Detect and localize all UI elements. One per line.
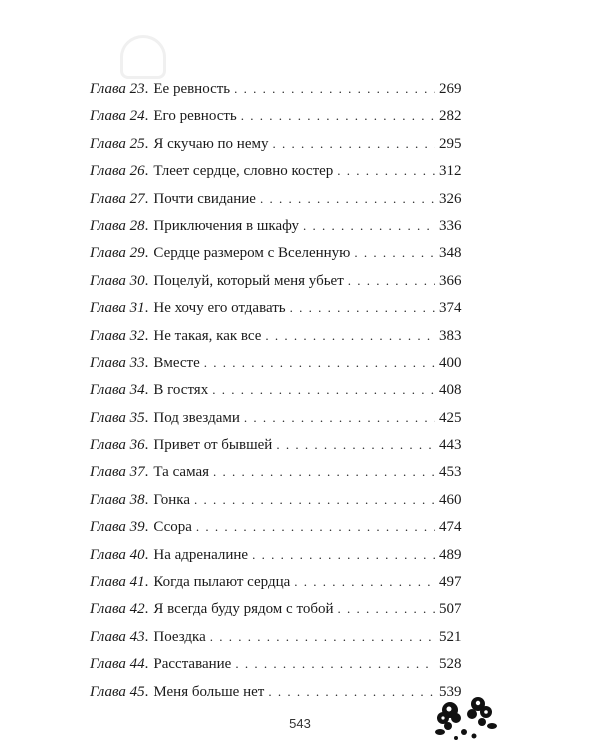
- chapter-page: 295: [439, 135, 462, 152]
- toc-entry: [90, 163, 461, 190]
- chapter-separator: .: [144, 354, 149, 371]
- chapter-label: Глава 43: [90, 628, 145, 645]
- chapter-page: 539: [439, 683, 462, 700]
- dot-leader: [268, 684, 435, 700]
- chapter-label: Глава 26: [90, 163, 145, 180]
- chapter-separator: .: [144, 245, 149, 262]
- chapter-separator: .: [144, 437, 149, 454]
- chapter-page: 507: [439, 601, 462, 618]
- chapter-title: Гонка: [153, 491, 190, 508]
- page-number: 543: [289, 716, 311, 731]
- toc-entry: [90, 437, 461, 464]
- chapter-label: Глава 37: [90, 464, 145, 481]
- dot-leader: [354, 245, 435, 261]
- toc-entry: [90, 191, 461, 218]
- toc-entry: [90, 410, 461, 437]
- chapter-label: Глава 33: [90, 354, 145, 371]
- chapter-page: 521: [439, 628, 462, 645]
- chapter-label: Глава 44: [90, 656, 145, 673]
- chapter-label: Глава 28: [90, 217, 145, 234]
- chapter-label: Глава 35: [90, 409, 145, 426]
- toc-entry: [90, 108, 461, 135]
- chapter-label: Глава 41: [90, 574, 145, 591]
- chapter-title: Меня больше нет: [153, 683, 265, 700]
- chapter-label: Глава 34: [90, 382, 145, 399]
- chapter-label: Глава 23: [90, 81, 145, 97]
- dot-leader: [294, 574, 435, 590]
- dot-leader: [244, 410, 435, 426]
- flower-ornament-icon: [432, 688, 504, 744]
- chapter-separator: .: [144, 217, 149, 234]
- toc-entry: [90, 328, 461, 355]
- chapter-title: Под звездами: [153, 409, 240, 426]
- toc-entry: [90, 492, 461, 519]
- table-of-contents: [90, 81, 461, 711]
- chapter-page: 489: [439, 546, 462, 563]
- toc-entry: [90, 684, 461, 711]
- chapter-page: 366: [439, 272, 462, 289]
- chapter-label: Глава 39: [90, 519, 145, 536]
- toc-entry: [90, 629, 461, 656]
- toc-entry: [90, 273, 461, 300]
- chapter-title: На адреналине: [153, 546, 249, 563]
- toc-entry: [90, 81, 461, 108]
- chapter-title: Та самая: [153, 464, 210, 481]
- chapter-separator: .: [144, 272, 149, 289]
- chapter-label: Глава 31: [90, 300, 145, 317]
- dot-leader: [337, 601, 435, 617]
- chapter-page: 408: [439, 382, 462, 399]
- chapter-label: Глава 38: [90, 491, 145, 508]
- chapter-title: Поездка: [153, 628, 206, 645]
- chapter-title: Не такая, как все: [153, 327, 262, 344]
- chapter-title: Ссора: [153, 519, 192, 536]
- toc-entry: [90, 300, 461, 327]
- toc-entry: [90, 136, 461, 163]
- toc-entry: [90, 656, 461, 683]
- chapter-label: Глава 27: [90, 190, 145, 207]
- chapter-separator: .: [144, 519, 149, 536]
- chapter-label: Глава 32: [90, 327, 145, 344]
- dot-leader: [303, 218, 435, 234]
- chapter-separator: .: [144, 464, 149, 481]
- chapter-title: Расставание: [153, 656, 232, 673]
- chapter-page: 282: [439, 108, 462, 125]
- chapter-page: 460: [439, 491, 462, 508]
- chapter-page: 374: [439, 300, 462, 317]
- dot-leader: [252, 547, 435, 563]
- dot-leader: [204, 355, 435, 371]
- chapter-separator: .: [144, 574, 149, 591]
- chapter-title: Привет от бывшей: [153, 437, 273, 454]
- chapter-separator: .: [144, 163, 149, 180]
- chapter-separator: .: [144, 546, 149, 563]
- toc-entry: [90, 245, 461, 272]
- toc-entry: [90, 355, 461, 382]
- toc-entry: [90, 601, 461, 628]
- dot-leader: [290, 300, 435, 316]
- dot-leader: [234, 81, 435, 97]
- dot-leader: [276, 437, 435, 453]
- dot-leader: [260, 191, 435, 207]
- chapter-separator: .: [144, 108, 149, 125]
- chapter-page: 497: [439, 574, 462, 591]
- dot-leader: [235, 656, 435, 672]
- dot-leader: [212, 382, 435, 398]
- chapter-page: 443: [439, 437, 462, 454]
- chapter-page: 383: [439, 327, 462, 344]
- chapter-separator: .: [144, 327, 149, 344]
- chapter-separator: .: [144, 683, 149, 700]
- chapter-title: В гостях: [153, 382, 209, 399]
- chapter-separator: .: [144, 190, 149, 207]
- chapter-label: Глава 24: [90, 108, 145, 125]
- chapter-title: Почти свидание: [153, 190, 256, 207]
- dot-leader: [210, 629, 435, 645]
- chapter-label: Глава 45: [90, 683, 145, 700]
- chapter-separator: .: [144, 382, 149, 399]
- chapter-title: Я скучаю по нему: [153, 135, 269, 152]
- chapter-title: Ее ревность: [153, 81, 231, 97]
- chapter-title: Приключения в шкафу: [153, 217, 299, 234]
- chapter-separator: .: [144, 656, 149, 673]
- chapter-separator: .: [144, 628, 149, 645]
- chapter-label: Глава 42: [90, 601, 145, 618]
- chapter-separator: .: [144, 409, 149, 426]
- chapter-label: Глава 29: [90, 245, 145, 262]
- chapter-title: Вместе: [153, 354, 200, 371]
- toc-entry: [90, 218, 461, 245]
- dot-leader: [272, 136, 435, 152]
- chapter-separator: .: [144, 81, 149, 97]
- toc-entry: [90, 519, 461, 546]
- chapter-label: Глава 40: [90, 546, 145, 563]
- chapter-title: Его ревность: [153, 108, 237, 125]
- dot-leader: [194, 492, 435, 508]
- chapter-label: Глава 36: [90, 437, 145, 454]
- chapter-title: Не хочу его отдавать: [153, 300, 286, 317]
- chapter-title: Сердце размером с Вселенную: [153, 245, 351, 262]
- chapter-label: Глава 25: [90, 135, 145, 152]
- toc-entry: [90, 547, 461, 574]
- chapter-page: 336: [439, 217, 462, 234]
- chapter-page: 269: [439, 81, 462, 97]
- chapter-separator: .: [144, 601, 149, 618]
- chapter-page: 326: [439, 190, 462, 207]
- dot-leader: [213, 464, 435, 480]
- chapter-page: 348: [439, 245, 462, 262]
- chapter-title: Когда пылают сердца: [153, 574, 291, 591]
- chapter-title: Тлеет сердце, словно костер: [153, 163, 334, 180]
- chapter-label: Глава 30: [90, 272, 145, 289]
- chapter-separator: .: [144, 491, 149, 508]
- chapter-separator: .: [144, 135, 149, 152]
- toc-entry: [90, 464, 461, 491]
- toc-entry: [90, 574, 461, 601]
- chapter-page: 400: [439, 354, 462, 371]
- chapter-page: 312: [439, 163, 462, 180]
- chapter-page: 453: [439, 464, 462, 481]
- dot-leader: [196, 519, 435, 535]
- dot-leader: [337, 163, 435, 179]
- dot-leader: [265, 328, 435, 344]
- bleed-through-ornament: [120, 35, 166, 79]
- chapter-page: 528: [439, 656, 462, 673]
- toc-entry: [90, 382, 461, 409]
- chapter-title: Поцелуй, который меня убьет: [153, 272, 344, 289]
- dot-leader: [241, 108, 435, 124]
- dot-leader: [348, 273, 435, 289]
- chapter-page: 425: [439, 409, 462, 426]
- chapter-title: Я всегда буду рядом с тобой: [153, 601, 334, 618]
- chapter-page: 474: [439, 519, 462, 536]
- chapter-separator: .: [144, 300, 149, 317]
